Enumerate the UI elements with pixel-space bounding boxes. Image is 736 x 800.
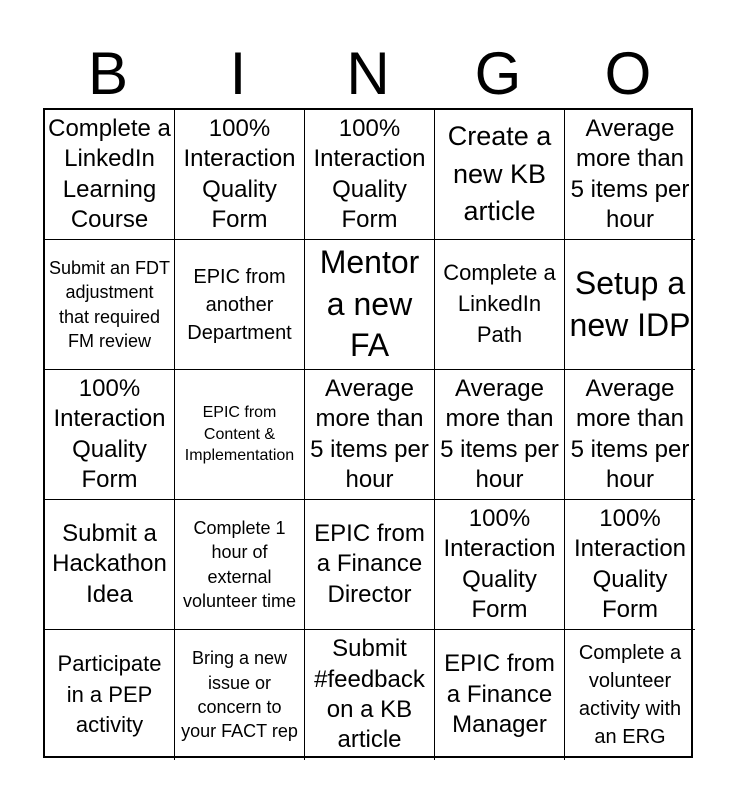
bingo-cell-r4c2[interactable] — [175, 500, 305, 630]
bingo-cell-r2c1[interactable] — [45, 240, 175, 370]
bingo-cell-r1c4[interactable] — [435, 110, 565, 240]
bingo-cell-r2c2[interactable] — [175, 240, 305, 370]
bingo-cell-r5c3[interactable] — [305, 630, 435, 760]
bingo-cell-r3c5[interactable] — [565, 370, 695, 500]
bingo-cell-r1c5[interactable] — [565, 110, 695, 240]
header-letter-g: G — [474, 40, 522, 107]
cell-label: Setup a new IDP — [569, 264, 691, 343]
bingo-cell-r3c1[interactable] — [45, 370, 175, 500]
header-letter-o: O — [604, 40, 652, 107]
cell-label: Average more than 5 items per hour — [310, 374, 429, 493]
cell-label: Complete a LinkedIn Path — [443, 260, 556, 347]
header-letter-n: N — [346, 40, 390, 107]
bingo-cell-r5c1[interactable] — [45, 630, 175, 760]
bingo-cell-r3c4[interactable] — [435, 370, 565, 500]
cell-label: Submit a Hackathon Idea — [52, 519, 167, 608]
bingo-board — [43, 108, 693, 758]
bingo-cell-r2c3[interactable] — [305, 240, 435, 370]
cell-label: Mentor a new FA — [319, 244, 420, 364]
cell-label: Submit an FDT adjustment that required FM review — [48, 257, 171, 351]
bingo-cell-r1c2[interactable] — [175, 110, 305, 240]
cell-label: 100% Interaction Quality Form — [313, 114, 426, 233]
bingo-cell-r1c1[interactable] — [45, 110, 175, 240]
header-letter-b: B — [87, 40, 129, 107]
cell-label: Complete a LinkedIn Learning Course — [48, 114, 171, 233]
bingo-cell-r5c5[interactable] — [565, 630, 695, 760]
bingo-cell-r5c4[interactable] — [435, 630, 565, 760]
bingo-cell-r4c1[interactable] — [45, 500, 175, 630]
cell-label: 100% Interaction Quality Form — [573, 504, 687, 623]
bingo-cell-r5c2[interactable] — [175, 630, 305, 760]
bingo-header — [43, 40, 693, 108]
bingo-cell-r3c3[interactable] — [305, 370, 435, 500]
bingo-cell-r1c3[interactable] — [305, 110, 435, 240]
cell-label: Submit #feedback on a KB article — [314, 635, 425, 754]
bingo-cell-r4c3[interactable] — [305, 500, 435, 630]
cell-label: EPIC from a Finance Director — [314, 519, 425, 608]
header-letter-i: I — [229, 40, 247, 107]
cell-label: Create a new KB article — [447, 120, 552, 227]
cell-label: Bring a new issue or concern to your FACT rep — [181, 648, 298, 742]
cell-label: Average more than 5 items per hour — [440, 374, 559, 493]
cell-label: Average more than 5 items per hour — [570, 114, 690, 233]
cell-label: Average more than 5 items per hour — [570, 374, 690, 493]
bingo-cell-r2c5[interactable] — [565, 240, 695, 370]
bingo-cell-r4c5[interactable] — [565, 500, 695, 630]
bingo-cell-r2c4[interactable] — [435, 240, 565, 370]
cell-label: 100% Interaction Quality Form — [183, 114, 296, 233]
cell-label: Complete a volunteer activity with an ERG — [578, 642, 682, 748]
cell-label: Participate in a PEP activity — [57, 650, 162, 738]
cell-label: EPIC from Content & Implementation — [184, 404, 295, 465]
cell-label: 100% Interaction Quality Form — [53, 374, 166, 493]
cell-label: 100% Interaction Quality Form — [443, 504, 556, 623]
cell-label: EPIC from a Finance Manager — [444, 650, 555, 739]
cell-label: Complete 1 hour of external volunteer time — [182, 517, 297, 611]
bingo-cell-r3c2[interactable] — [175, 370, 305, 500]
bingo-cell-r4c4[interactable] — [435, 500, 565, 630]
cell-label: EPIC from another Department — [187, 265, 292, 344]
